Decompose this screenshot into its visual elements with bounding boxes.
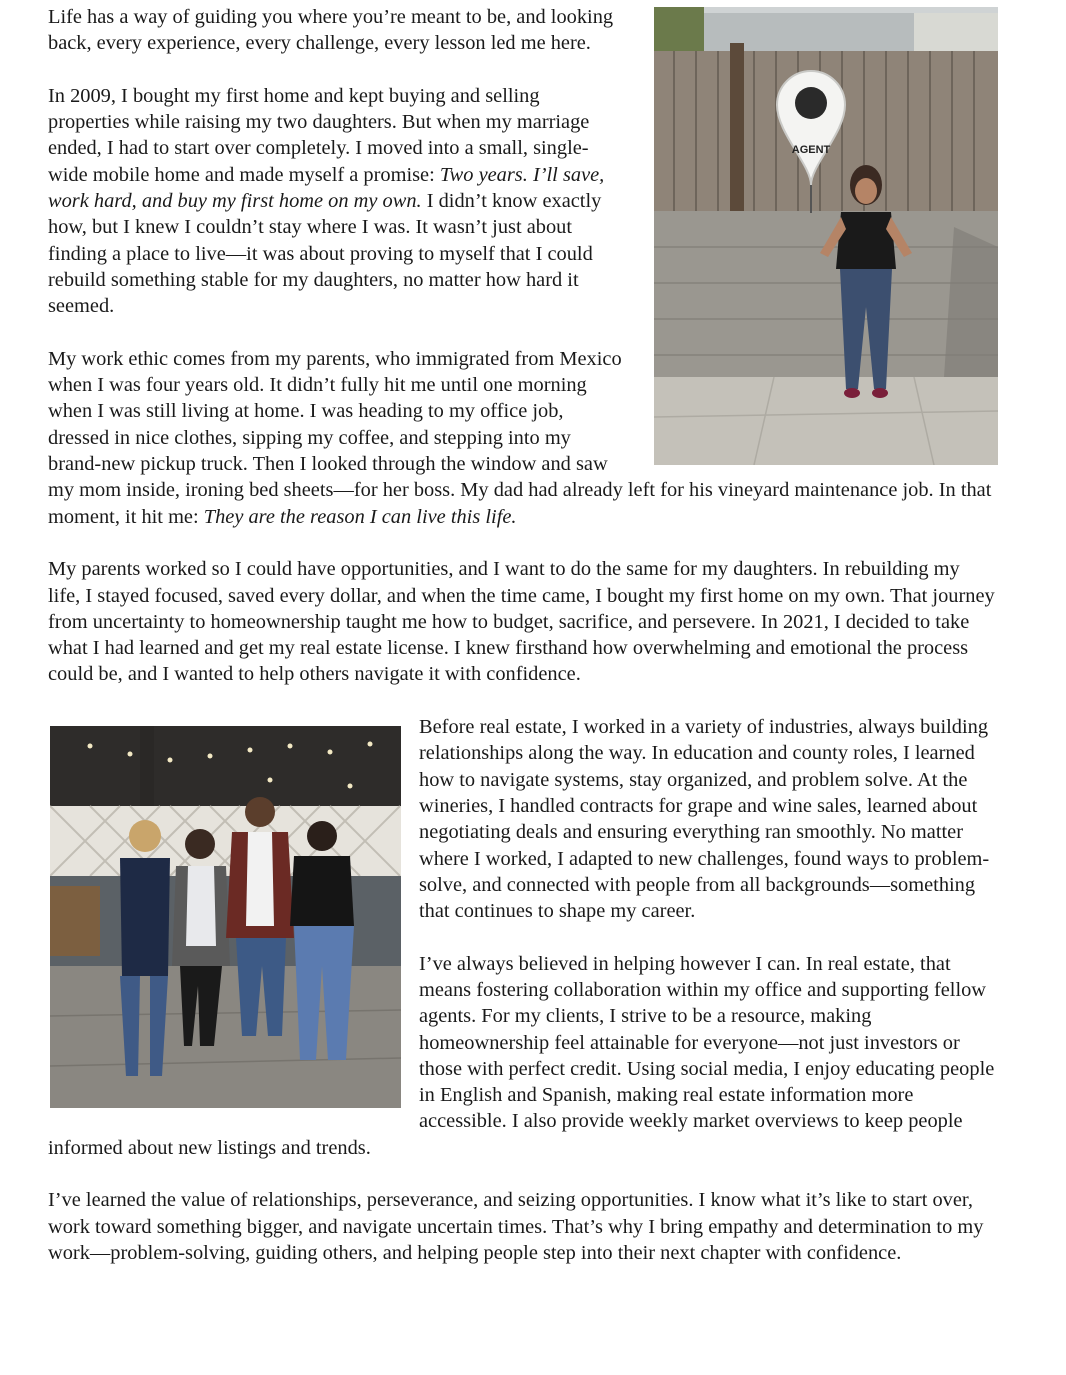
team-photo-image bbox=[50, 726, 401, 1108]
paragraph-opportunities: My parents worked so I could have opportunities, and I want to do the same for my daughters. In rebuilding my life, I stayed focused, saved every dollar, and when the time came, I bought my first home on my own. That journey from uncertainty to homeownership taught me how to budget, sacrifice, and persevere. In 2021, I decided to take what I had learned and get my real estate license. I knew firsthand how overwhelming and emotional the process could be, and I wanted to help others navigate it with confidence. bbox=[48, 558, 995, 686]
agent-photo bbox=[654, 7, 998, 465]
agent-photo-image bbox=[654, 7, 998, 465]
paragraph-closing: I’ve learned the value of relationships, perseverance, and seizing opportunities. I know what it’s like to start over, work toward something bigger, and navigate uncertain times. That’s why I bring empathy and determination to my work—problem-solving, guiding others, and helping people step into their next chapter with confidence. bbox=[48, 1189, 984, 1264]
team-photo bbox=[50, 726, 401, 1108]
paragraph-intro: Life has a way of guiding you where you’re meant to be, and looking back, every experience, every challenge, every lesson led me here. bbox=[48, 6, 614, 55]
paragraph-work-ethic-quote: They are the reason I can live this life. bbox=[203, 505, 517, 528]
paragraph-first-home-promise: Two years. I’ll save, work hard, and buy my first home on my own. bbox=[48, 163, 605, 213]
paragraph-background: Before real estate, I worked in a variety of industries, always building relationships along the way. In education and county roles, I learned how to navigate systems, stay organized, and problem solve. At the wineries, I handled contracts for grape and wine sales, learned about negotiating deals and ensuring everything ran smoothly. No matter where I worked, I adapted to new challenges, found ways to problem-solve, and connected with people from all backgrounds—something that continues to shape my career. bbox=[419, 716, 990, 923]
paragraph-first-home-text-a: In 2009, I bought my first home and kept buying and selling properties while raising my two daughters. But when my marriage ended, I had to start over completely. I moved into a small, single-wide mobile home and made myself a promise: bbox=[48, 84, 590, 186]
paragraph-helping: I’ve always believed in helping however I can. In real estate, that means fostering collaboration within my office and supporting fellow agents. For my clients, I strive to be a resource, making homeownership feel attainable for everyone—not just investors or those with perfect credit. Using social media, I enjoy educating people in English and Spanish, making real estate information more accessible. I also provide weekly market overviews to keep people informed about new listings and trends. bbox=[48, 952, 995, 1159]
agent-sign-text: AGENT bbox=[791, 144, 831, 156]
paragraph-first-home-text-b: I didn’t know exactly how, but I knew I couldn’t stay where I was. It wasn’t just about finding a place to live—it was about proving to myself that I could rebuild something stable for my daughters, no matter how hard it seemed. bbox=[48, 190, 602, 318]
paragraph-work-ethic-text: My work ethic comes from my parents, who immigrated from Mexico when I was four years old. It didn’t fully hit me until one morning when I was still living at home. I was heading to my office job, dressed in nice clothes, sipping my coffee, and stepping into my brand-new pickup truck. Then I looked through the window and saw my mom inside, ironing bed sheets—for her boss. My dad had already left for his vineyard maintenance job. In that moment, it hit me: bbox=[48, 347, 992, 528]
